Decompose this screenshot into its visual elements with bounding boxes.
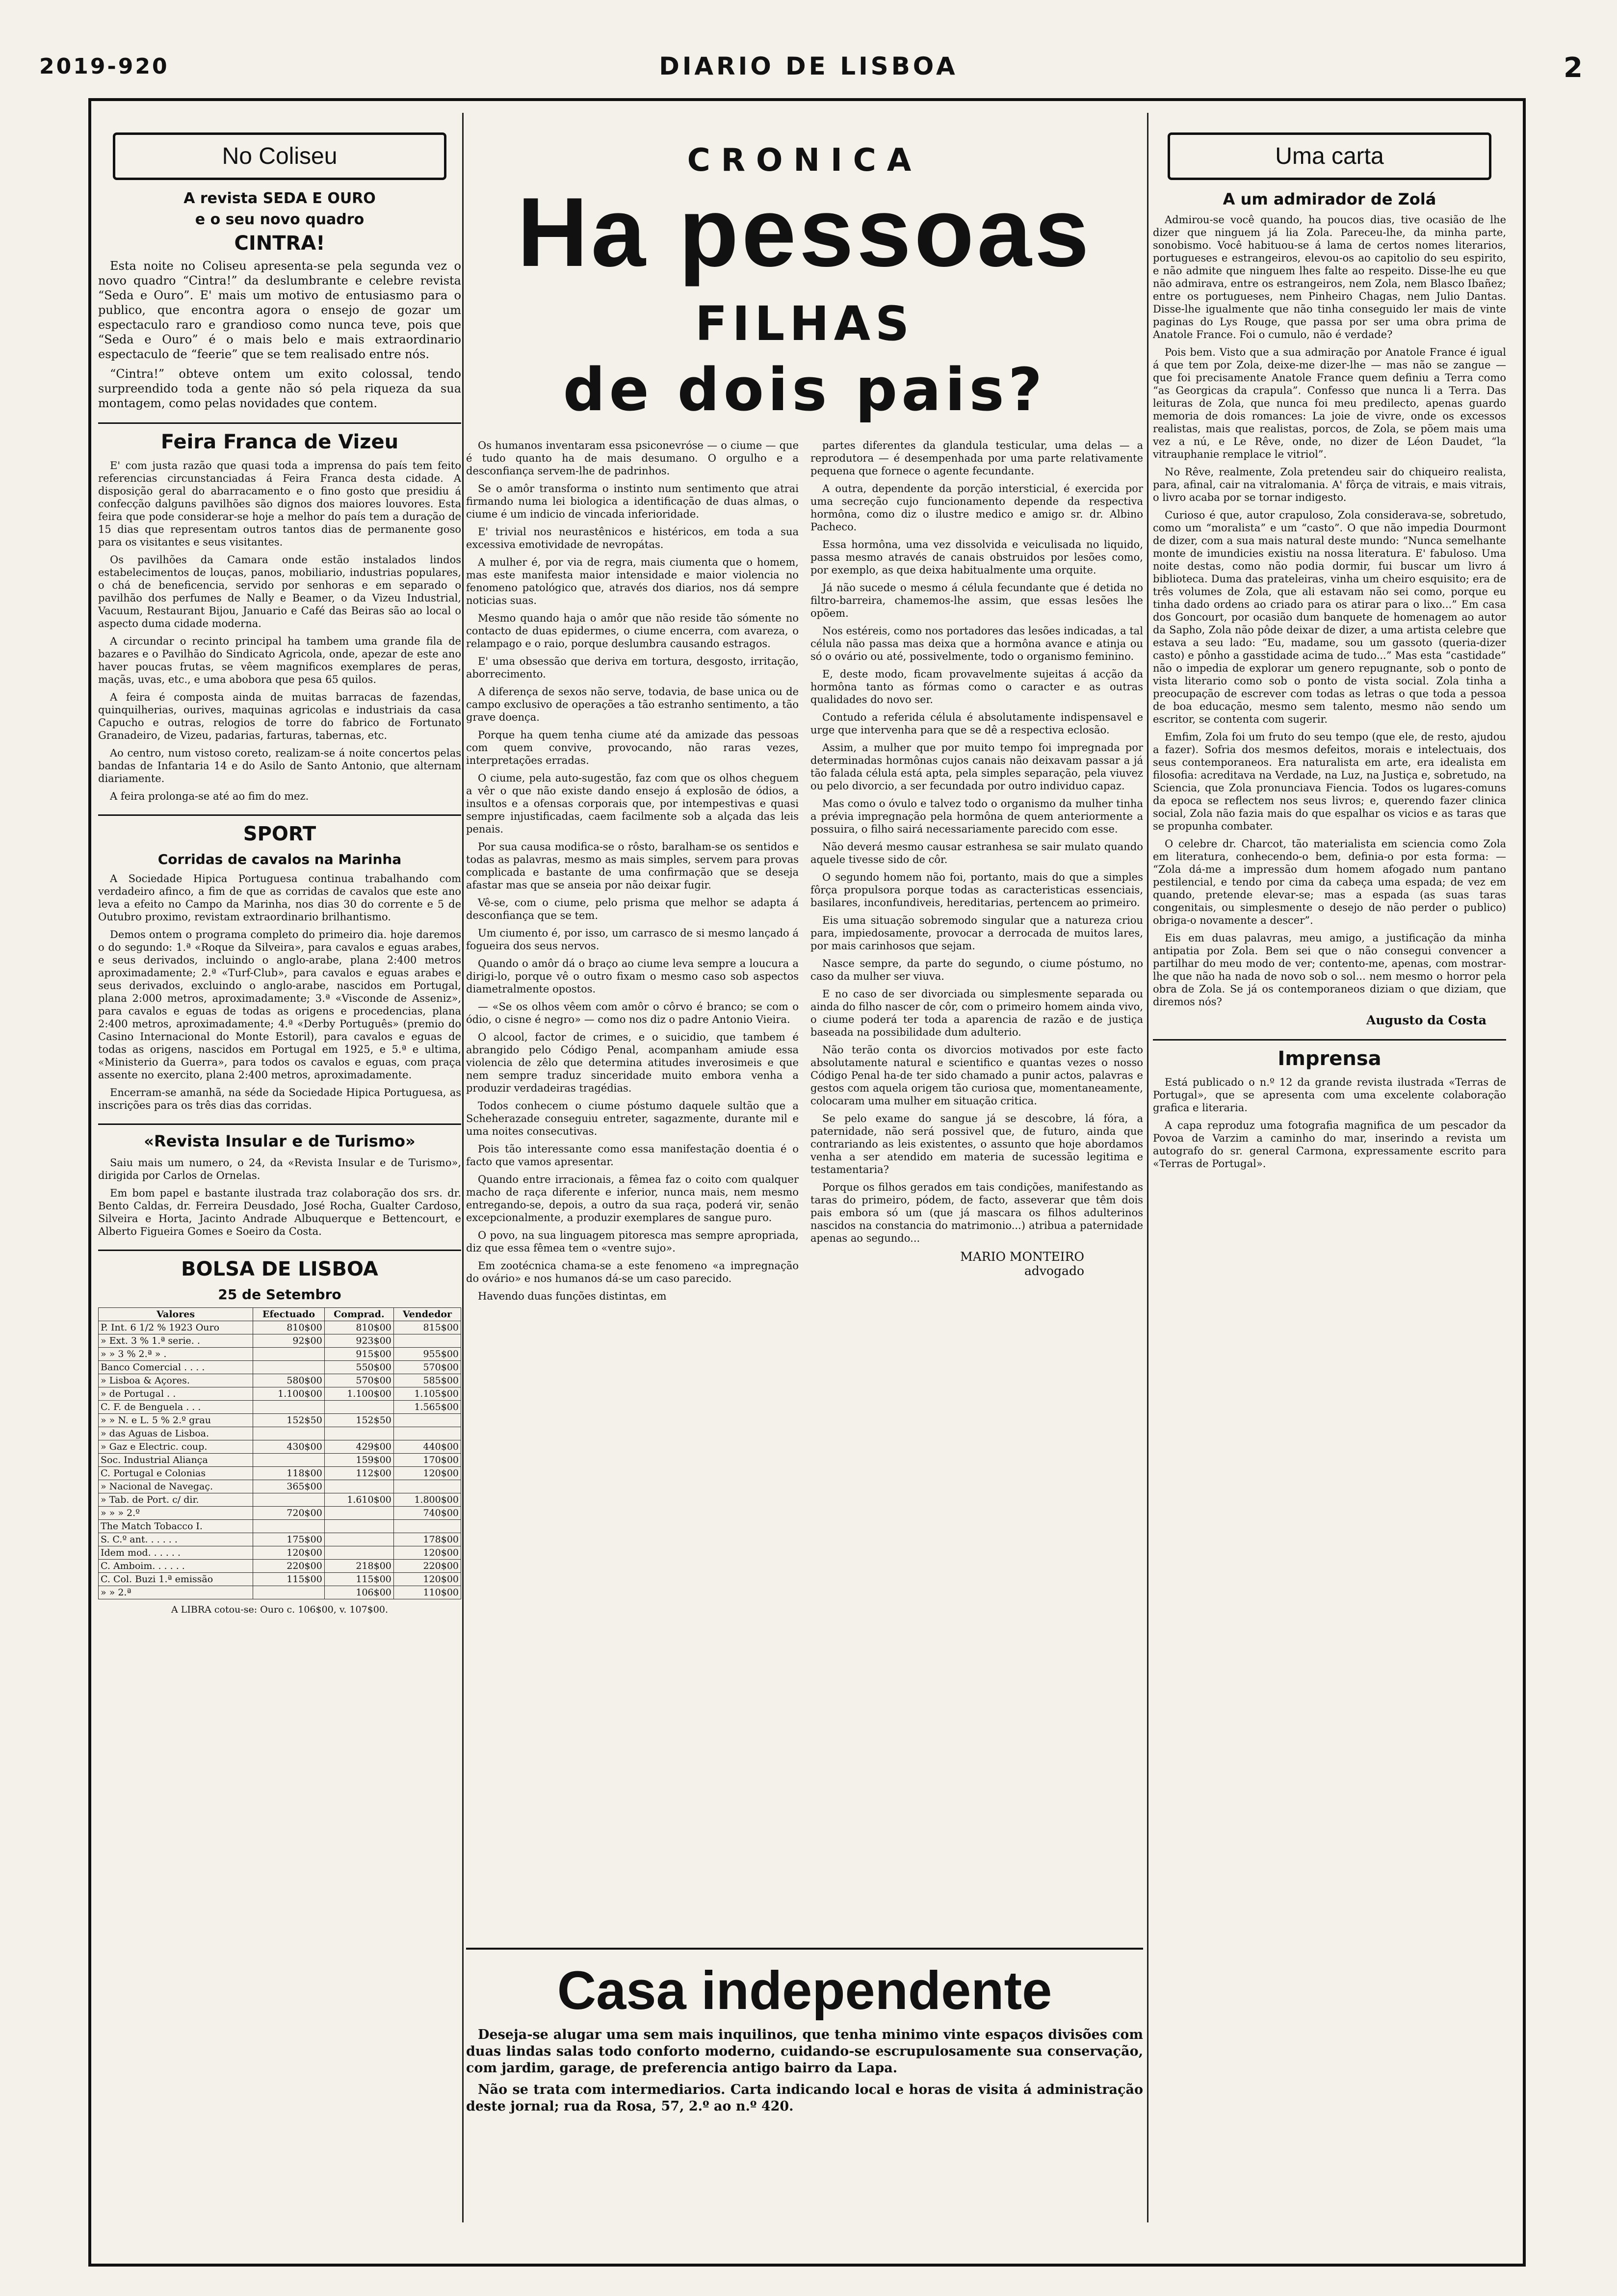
table-cell: 550$00 (324, 1361, 393, 1374)
article-paragraph: E, deste modo, ficam provavelmente sujeitas á acção da hormôna tanto as fórmas como o caracter e as outras qualidades do novo ser. (810, 668, 1143, 705)
table-cell: » Gaz e Electric. coup. (99, 1440, 253, 1454)
table-row (99, 1560, 461, 1573)
newspaper-title: DIARIO DE LISBOA (659, 52, 958, 80)
article-paragraph: Não terão conta os divorcios motivados por este facto absolutamente natural e scientifico e quantas vezes o nosso Código Penal ha-de ter sido chamado a punir actos, palavras e gestos com aquela origem tão curiosa que, momentaneamente, colocaram uma mulher em situação critica. (810, 1044, 1143, 1107)
coliseu-paragraph: “Cintra!” obteve ontem um exito colossal, tendo surpreendido toda a gente não só pela riqueza da sua montagem, como pelas novidades que contem. (98, 367, 461, 410)
bolsa-table (98, 1307, 461, 1599)
article-paragraph: Se o amôr transforma o instinto num sentimento que atrai firmando numa lei biologica a identificação de duas almas, o ciume é um indicio de vincada inferioridade. (466, 483, 799, 520)
table-header: Comprad. (324, 1308, 393, 1321)
bolsa-libra: A LIBRA cotou-se: Ouro c. 106$00, v. 107$00. (171, 1604, 388, 1615)
bolsa-title: BOLSA DE LISBOA (98, 1250, 461, 1280)
coliseu-title: No Coliseu (113, 132, 446, 180)
table-cell: 570$00 (324, 1374, 393, 1387)
table-cell: 1.100$00 (253, 1387, 325, 1401)
table-cell: 585$00 (393, 1374, 461, 1387)
author-role: advogado (1024, 1264, 1084, 1278)
table-cell: 112$00 (324, 1467, 393, 1480)
table-cell: » » 3 % 2.ª » . (99, 1348, 253, 1361)
table-row (99, 1533, 461, 1546)
table-cell: 740$00 (393, 1507, 461, 1520)
table-cell: 1.565$00 (393, 1401, 461, 1414)
article-paragraph: Porque ha quem tenha ciume até da amizade das pessoas com quem convive, provocando, não raras vezes, interpretações erradas. (466, 729, 799, 766)
ad-title: Casa independente (557, 1960, 1052, 2021)
column-rule (462, 113, 464, 2222)
table-row (99, 1467, 461, 1480)
article-paragraph: Se pelo exame do sangue já se descobre, lá fóra, a paternidade, não será possivel que, de futuro, ainda que contrariando as leis existentes, o assunto que hoje abordamos venha a ser atendido em materia de sucessão legitima e testamentaria? (810, 1113, 1143, 1175)
article-paragraph: Porque os filhos gerados em tais condições, manifestando as taras do primeiro, pódem, de facto, asseverar que têm dois pais embora só um (que já mascara os filhos adulterinos nascidos na constancia do matrimonio...) atribua a paternidade apenas ao segundo... (810, 1181, 1143, 1244)
article-paragraph: Um ciumento é, por isso, um carrasco de si mesmo lançado á fogueira dos seus nervos. (466, 927, 799, 952)
table-cell: » de Portugal . . (99, 1387, 253, 1401)
table-cell: » Tab. de Port. c/ dir. (99, 1493, 253, 1507)
table-row (99, 1361, 461, 1374)
article-paragraph: Vê-se, com o ciume, pelo prisma que melhor se adapta á desconfiança que se tem. (466, 897, 799, 921)
table-cell: 120$00 (393, 1546, 461, 1560)
table-cell: 1.100$00 (324, 1387, 393, 1401)
middle-column (466, 113, 1143, 1307)
table-row (99, 1520, 461, 1533)
table-cell: C. Portugal e Colonias (99, 1467, 253, 1480)
article-paragraph: Mesmo quando haja o amôr que não reside tão sómente no contacto de duas epidermes, o ciume encerra, com avareza, o relampago e o raio, porque deslumbra causando estragos. (466, 612, 799, 650)
table-cell: 120$00 (253, 1546, 325, 1560)
coliseu-kicker: CINTRA! (234, 232, 325, 255)
table-cell: 570$00 (393, 1361, 461, 1374)
revista-paragraph: Saiu mais um numero, o 24, da «Revista Insular e de Turismo», dirigida por Carlos de Ornelas. (98, 1157, 461, 1181)
article-paragraph: Quando entre irracionais, a fêmea faz o coito com qualquer macho de raça diferente e inferior, nunca mais, nem mesmo entregando-se, depois, a outro da sua raça, poderá vir, senão excepcionalmente, a produzir exemplares de sangue puro. (466, 1174, 799, 1224)
article-paragraph: Assim, a mulher que por muito tempo foi impregnada por determinadas hormônas cujos canais não deixavam passar a já tão falada célula está apta, pela simples separação, pela viuvez ou pelo divorcio, a ser fecundada por outro individuo capaz. (810, 742, 1143, 792)
table-cell: 923$00 (324, 1334, 393, 1348)
revista-title: «Revista Insular e de Turismo» (98, 1123, 461, 1150)
sport-paragraph: Encerram-se amanhã, na séde da Sociedade Hipica Portuguesa, as inscrições para os três dias das corridas. (98, 1087, 461, 1111)
headline: Ha pessoas (517, 178, 1092, 287)
carta-paragraph: Curioso é que, autor crapuloso, Zola considerava-se, sobretudo, como um “moralista” e um “casto”. O que não impedia Dourmont de dizer, com a sua mais natural deste mundo: “Nunca semelhante monte de imundicies existiu na nossa literatura. E' fabuloso. Uma noite destas, como não podia dormir, fui buscar um livro á biblioteca. Duma das prateleiras, vinha um cheiro esquisito; era de três volumes de Zola, que ali estavam não sei como, porque eu tinha dado ordens ao criado para os atirar para o lixo...” Em casa dos Goncourt, por ocasião dum banquete de homenagem ao autor da Sapho, Zola não pôde deixar de dizer, a uma artista celebre que estava a seu lado: “Eu, madame, sou um gassoto (queria-dizer casto) e pônho a gasstidade acima de tudo...” Mas esta “castidade” não o impedia de explorar um genero repugnante, sob o ponto de vista literario como sob o ponto de vista social. Zola tinha a preocupação de escrever com todas as letras o que toda a pessoa de boa educação, mesmo sem talento, mesmo não sendo um escritor, se contenta com sugerir. (1153, 509, 1506, 725)
table-cell: » Ext. 3 % 1.ª serie. . (99, 1334, 253, 1348)
table-cell (324, 1507, 393, 1520)
table-cell (324, 1480, 393, 1493)
carta-subtitle: A um admirador de Zolá (1223, 190, 1436, 209)
table-cell: » das Aguas de Lisboa. (99, 1427, 253, 1440)
page-number: 2 (1564, 52, 1583, 84)
carta-author: Augusto da Costa (1366, 1013, 1487, 1027)
table-cell (393, 1520, 461, 1533)
imprensa-paragraph: Está publicado o n.º 12 da grande revista ilustrada «Terras de Portugal», que se apresenta com uma excelente colaboração grafica e literaria. (1153, 1076, 1506, 1114)
sport-title: SPORT (98, 814, 461, 845)
article-column-2 (810, 439, 1143, 1307)
table-cell: 152$50 (324, 1414, 393, 1427)
article-paragraph: — «Se os olhos vêem com amôr o côrvo é branco; se com o ódio, o cisne é negro» — como nos diz o padre Antonio Vieira. (466, 1001, 799, 1025)
carta-paragraph: Pois bem. Visto que a sua admiração por Anatole France é igual á que tem por Zola, deixe-me dizer-lhe — mas não se zangue — que foi precisamente Anatole France quem definiu a Terra como “as Georgicas da crapula”. Confesso que nunca li a Terra. Das leituras de Zola, que nunca foi meu predilecto, apenas guardo memoria de dois romances: La joie de vivre, onde os excessos realistas, mais que realistas, porcos, de Zola, se põem mais uma vez a nú, e Le Rêve, onde, no dizer de Léon Daudet, “la vitrauphanie remplace le vitriol”. (1153, 346, 1506, 460)
table-cell: 152$50 (253, 1414, 325, 1427)
article-paragraph: E' trivial nos neurastênicos e histéricos, em toda a sua excessiva emotividade de nevropátas. (466, 526, 799, 550)
headline-third: de dois pais? (563, 356, 1046, 424)
article-paragraph: Eis uma situação sobremodo singular que a natureza criou para, impiedosamente, provocar a derrocada de muitos lares, por mais carinhosos que sejam. (810, 914, 1143, 952)
table-row (99, 1348, 461, 1361)
table-cell: » Lisboa & Açores. (99, 1374, 253, 1387)
table-row (99, 1374, 461, 1387)
table-cell (253, 1454, 325, 1467)
carta-paragraph: O celebre dr. Charcot, tão materialista em sciencia como Zola em literatura, conhecendo-o bem, definia-o por esta forma: — “Zola dá-me a impressão dum homem afogado num pantano pestilencial, e tendo por cima da cabeça uma espada; de vez em quando, pretende elevar-se; mas a espada (as suas taras congenitais, ou simplesmente o desejo de não perder o publico) obriga-o novamente a descer”. (1153, 838, 1506, 926)
table-cell: P. Int. 6 1/2 % 1923 Ouro (99, 1321, 253, 1334)
table-cell: 120$00 (393, 1467, 461, 1480)
table-cell: 430$00 (253, 1440, 325, 1454)
coliseu-kicker: A revista SEDA E OURO (183, 190, 376, 207)
table-cell (324, 1401, 393, 1414)
table-header: Vendedor (393, 1308, 461, 1321)
table-cell (253, 1427, 325, 1440)
table-row (99, 1586, 461, 1599)
article-paragraph: Nasce sempre, da parte do segundo, o ciume póstumo, no caso da mulher ser viuva. (810, 958, 1143, 982)
feira-paragraph: Os pavilhões da Camara onde estão instalados lindos estabelecimentos de louças, panos, mobiliario, industrias populares, o chá de beneficencia, servido por senhoras e em separado o pavilhão dos perfumes de Nally e Beamer, o da Vizeu Industrial, Vacuum, Restaurant Bijou, Januario e Café das Beiras são ao local o aspecto duma cidade moderna. (98, 554, 461, 629)
author-name: MARIO MONTEIRO (960, 1250, 1084, 1264)
article-paragraph: E' uma obsessão que deriva em tortura, desgosto, irritação, aborrecimento. (466, 655, 799, 680)
table-cell: 815$00 (393, 1321, 461, 1334)
article-paragraph: O ciume, pela auto-sugestão, faz com que os olhos cheguem a vêr o que não existe dando ensejo á explosão de ódios, a insultos e a ofensas corporais que, por intempestivas e quasi sempre injustificadas, caem facilmente sob a alçada das leis penais. (466, 772, 799, 835)
article-paragraph: partes diferentes da glandula testicular, uma delas — a reprodutora — é desempenhada por uma parte relativamente pequena que fornece o agente fecundante. (810, 440, 1143, 477)
table-cell: 115$00 (324, 1573, 393, 1586)
column-rule (1147, 113, 1148, 2222)
table-row (99, 1573, 461, 1586)
table-cell: 170$00 (393, 1454, 461, 1467)
table-cell: 580$00 (253, 1374, 325, 1387)
table-cell: 175$00 (253, 1533, 325, 1546)
carta-paragraph: Emfim, Zola foi um fruto do seu tempo (que ele, de resto, ajudou a fazer). Sofria dos mesmos defeitos, morais e intelectuais, dos seus contemporaneos. Era naturalista em arte, era idealista em filosofia: acreditava na Verdade, na Luz, na Justiça e, sobretudo, na Sciencia, que Zola pronunciava Fiencia. Todos os lugares-comuns da epoca se reflectem nos seus livros; e, querendo fazer clinica social, Zola não fazia mais do que espalhar os vicios e as taras que se propunha combater. (1153, 731, 1506, 832)
table-cell: 810$00 (253, 1321, 325, 1334)
article-column-1 (466, 439, 799, 1307)
table-row (99, 1334, 461, 1348)
table-cell: 429$00 (324, 1440, 393, 1454)
table-cell: The Match Tobacco I. (99, 1520, 253, 1533)
table-cell (253, 1348, 325, 1361)
sport-paragraph: A Sociedade Hipica Portuguesa continua trabalhando com verdadeiro afinco, a fim de que as corridas de cavalos que este ano leva a efeito no Campo da Marinha, nos dias 30 do corrente e 5 de Outubro proximo, revistam extraordinario brilhantismo. (98, 873, 461, 923)
right-column (1153, 113, 1506, 1175)
table-cell: 218$00 (324, 1560, 393, 1573)
table-cell: 720$00 (253, 1507, 325, 1520)
table-cell (253, 1401, 325, 1414)
table-cell (324, 1533, 393, 1546)
imprensa-title: Imprensa (1153, 1039, 1506, 1070)
masthead (29, 49, 1588, 88)
carta-title: Uma carta (1168, 132, 1491, 180)
table-cell: 915$00 (324, 1348, 393, 1361)
ad-paragraph: Deseja-se alugar uma sem mais inquilinos, que tenha minimo vinte espaços divisões com duas lindas salas todo conforto moderno, cuidando-se escrupulosamente sua conservação, com jardim, garage, de preferencia antigo bairro da Lapa. (466, 2027, 1143, 2076)
section-label: CRONICA (687, 142, 922, 179)
table-cell (393, 1480, 461, 1493)
table-cell: C. F. de Benguela . . . (99, 1401, 253, 1414)
table-row (99, 1414, 461, 1427)
coliseu-paragraph: Esta noite no Coliseu apresenta-se pela segunda vez o novo quadro “Cintra!” da deslumbrante e celebre revista “Seda e Ouro”. E' mais um motivo de entusiasmo para o publico, que encontra agora o ensejo de gozar um espectaculo raro e grandioso como nunca teve, pois que “Seda e Ouro” é o mais belo e mais extraordinario espectaculo de “feerie” que se tem realisado entre nós. (98, 259, 461, 361)
bolsa-date: 25 de Setembro (218, 1286, 341, 1303)
table-row (99, 1493, 461, 1507)
table-row (99, 1440, 461, 1454)
table-header: Efectuado (253, 1308, 325, 1321)
table-cell: 220$00 (393, 1560, 461, 1573)
article-paragraph: Não deverá mesmo causar estranhesa se sair mulato quando aquele tivesse sido de côr. (810, 841, 1143, 865)
article-paragraph: Os humanos inventaram essa psiconevróse — o ciume — que é tudo quanto ha de mais desumano. O orgulho e a desconfiança servem-lhe de padrinhos. (466, 440, 799, 477)
table-cell: 955$00 (393, 1348, 461, 1361)
table-cell: C. Amboim. . . . . . (99, 1560, 253, 1573)
table-row (99, 1507, 461, 1520)
table-cell: Soc. Industrial Aliança (99, 1454, 253, 1467)
ad-paragraph: Não se trata com intermediarios. Carta indicando local e horas de visita á administração deste jornal; rua da Rosa, 57, 2.º ao n.º 420. (466, 2082, 1143, 2114)
classified-ad (466, 1948, 1143, 2120)
table-cell (324, 1427, 393, 1440)
article-paragraph: Já não sucede o mesmo á célula fecundante que é detida no filtro-barreira, chamemos-lhe assim, que essas lesões lhe opõem. (810, 582, 1143, 619)
sport-paragraph: Demos ontem o programa completo do primeiro dia. hoje daremos o do segundo: 1.ª «Roque da Silveira», para cavalos e eguas arabes, e seus derivados, incluindo o anglo-arabe, plana 2:400 metros aproximadamente; 2.ª «Turf-Club», para cavalos e eguas arabes e seus derivados, excluindo o anglo-arabe, nascidos em Portugal, plana 2:000 metros, aproximadamente; 3.ª «Visconde de Asseniz», para cavalos e eguas de todas as origens e procedencias, plana 2:400 metros, aproximadamente; 4.ª «Derby Português» (premio do Casino Internacional do Monte Estoril), para cavalos e eguas de todas as origens, nascidos em Portugal em 1925, e 5.ª e ultima, «Ministerio da Guerra», para todos os cavalos e eguas, com praça assente no exercito, plana 2:400 metros, aproximadamente. (98, 929, 461, 1081)
table-row (99, 1427, 461, 1440)
table-cell: 1.800$00 (393, 1493, 461, 1507)
table-cell: » » N. e L. 5 % 2.º grau (99, 1414, 253, 1427)
carta-paragraph: Admirou-se você quando, ha poucos dias, tive ocasião de lhe dizer que ninguem já lia Zola. Pareceu-lhe, da minha parte, sonobismo. Você habituou-se á lama de certos nomes literarios, portugueses e estrangeiros, elevou-os ao capitolio do seu espirito, e não admite que ninguem lhes falte ao respeito. Disse-lhe eu que não admirava, entre os estrangeiros, nem Zola, nem Blasco Ibañez; entre os portugueses, nem Pinheiro Chagas, nem Julio Dantas. Disse-lhe igualmente que não tinha conseguido ler mais de vinte paginas do Lys Rouge, que passa por ser uma obra prima de Anatole France. Foi o cumulo, não é verdade? (1153, 214, 1506, 340)
sport-subtitle: Corridas de cavalos na Marinha (157, 851, 402, 867)
table-cell: » Nacional de Navegaç. (99, 1480, 253, 1493)
article-paragraph: E no caso de ser divorciada ou simplesmente separada ou ainda do filho nascer de côr, com o primeiro homem ainda vivo, o ciume poderá ter toda a aparencia de razão e de justiça baseada na possibilidade dum adulterio. (810, 988, 1143, 1038)
table-row (99, 1454, 461, 1467)
article-paragraph: Havendo duas funções distintas, em (478, 1290, 667, 1302)
feira-paragraph: A feira prolonga-se até ao fim do mez. (110, 790, 309, 802)
table-cell (324, 1520, 393, 1533)
headline-second: FILHAS (695, 296, 914, 351)
table-row (99, 1401, 461, 1414)
carta-paragraph: No Rêve, realmente, Zola pretendeu sair do chiqueiro realista, para, afinal, cair na vitralomania. A' fôrça de vitrais, e mais vitrais, o livro acaba por se tornar indigesto. (1153, 466, 1506, 503)
article-paragraph: Pois tão interessante como essa manifestação doentia é o facto que vamos apresentar. (466, 1143, 799, 1168)
article-paragraph: Contudo a referida célula é absolutamente indispensavel e urge que intervenha para que se dê a respectiva eclosão. (810, 711, 1143, 736)
table-cell: 810$00 (324, 1321, 393, 1334)
article-paragraph: Todos conhecem o ciume póstumo daquele sultão que a Scheherazade conseguiu entreter, sagazmente, durante mil e uma noites consecutivas. (466, 1100, 799, 1137)
table-row (99, 1387, 461, 1401)
table-cell: Idem mod. . . . . . (99, 1546, 253, 1560)
feira-paragraph: A circundar o recinto principal ha tambem uma grande fila de bazares e o Pavilhão do Sindicato Agricola, onde, apezar de este ano haver poucas frutas, se vêem magnificos exemplares de peras, maçãs, uvas, etc., e uma abobora que pesa 65 quilos. (98, 635, 461, 685)
article-paragraph: A outra, dependente da porção intersticial, é exercida por uma secreção cujo funcionamento depende da respectiva hormôna, como diz o ilustre medico e amigo sr. dr. Albino Pacheco. (810, 483, 1143, 533)
table-cell: 178$00 (393, 1533, 461, 1546)
table-cell (253, 1520, 325, 1533)
feira-paragraph: E' com justa razão que quasi toda a imprensa do país tem feito referencias circunstanciadas á Feira Franca desta cidade. A disposição geral do abarracamento e o fino gosto que presidiu á confecção dalguns pavilhões são dignos dos maiores louvores. Esta feira que pode considerar-se hoje a melhor do país tem a duração de 15 dias que representam outros tantos dias de permanente goso para os visitantes e seus visitantes. (98, 460, 461, 548)
table-cell: » » » 2.º (99, 1507, 253, 1520)
table-cell: 118$00 (253, 1467, 325, 1480)
table-cell: 120$00 (393, 1573, 461, 1586)
revista-paragraph: Em bom papel e bastante ilustrada traz colaboração dos srs. dr. Bento Caldas, dr. Ferreira Deusdado, José Rocha, Gualter Cardoso, Silveira e Horta, Jacinto Andrade Albuquerque e Bettencourt, e Alberto Figueira Gomes e Soeiro da Costa. (98, 1187, 461, 1237)
issue-number: 2019-920 (39, 54, 169, 79)
article-paragraph: O segundo homem não foi, portanto, mais do que a simples fôrça propulsora porque todas as caracteristicas essenciais, basilares, inconfundiveis, hereditarias, pertencem ao primeiro. (810, 871, 1143, 909)
carta-paragraph: Eis em duas palavras, meu amigo, a justificação da minha antipatia por Zola. Bem sei que o não consegui convencer a partilhar do meu modo de ver; contento-me, apenas, com mostrar-lhe que não ha nada de novo sob o sol... nem mesmo o horror pela obra de Zola. Se já os contemporaneos diziam o que diziam, que diremos nós? (1153, 932, 1506, 1008)
feira-paragraph: Ao centro, num vistoso coreto, realizam-se á noite concertos pelas bandas de Infantaria 14 e do Asilo de Santo Antonio, que alternam diariamente. (98, 747, 461, 784)
table-cell: C. Col. Buzi 1.ª emissão (99, 1573, 253, 1586)
article-paragraph: Essa hormôna, uma vez dissolvida e veiculisada no liquido, passa mesmo através de canais obstruidos por lesões como, por exemplo, as que deixa habitualmente uma orquite. (810, 539, 1143, 576)
article-paragraph: Por sua causa modifica-se o rôsto, baralham-se os sentidos e todas as palavras, mesmo as mais simples, servem para provas complicada e bastante de uma confirmação que se deseja afastar mas que se anseia por não deixar fugir. (466, 841, 799, 891)
coliseu-kicker: e o seu novo quadro (195, 211, 365, 228)
article-paragraph: A diferença de sexos não serve, todavia, de base unica ou de campo exclusivo de operações a tão estranho sentimento, a tão grave doença. (466, 686, 799, 723)
table-cell (253, 1493, 325, 1507)
table-cell: 159$00 (324, 1454, 393, 1467)
table-cell: 110$00 (393, 1586, 461, 1599)
table-cell: S. C.º ant. . . . . . (99, 1533, 253, 1546)
table-header: Valores (99, 1308, 253, 1321)
article-paragraph: O alcool, factor de crimes, e o suicidio, que tambem é abrangido pelo Código Penal, acompanham amiude essa violencia de zêlo que determina atitudes inverosimeis e que nem sempre traduz sinceridade muito embora venha a produzir verdadeiras tragédias. (466, 1031, 799, 1094)
article-paragraph: Nos estéreis, como nos portadores das lesões indicadas, a tal célula não passa mas deixa que a hormôna avance e atinja ou só o ovário ou até, possivelmente, todo o organismo feminino. (810, 625, 1143, 662)
table-cell: 1.610$00 (324, 1493, 393, 1507)
table-cell: 1.105$00 (393, 1387, 461, 1401)
table-cell: 92$00 (253, 1334, 325, 1348)
feira-title: Feira Franca de Vizeu (98, 422, 461, 453)
table-row (99, 1321, 461, 1334)
article-paragraph: Quando o amôr dá o braço ao ciume leva sempre a loucura a dirigi-lo, porque vê o outro fixam o mesmo caso sob aspectos diametralmente opostos. (466, 958, 799, 995)
imprensa-paragraph: A capa reproduz uma fotografia magnifica de um pescador da Povoa de Varzim a caminho do mar, inserindo a revista um autografo do sr. general Carmona, expressamente escrito para «Terras de Portugal». (1153, 1120, 1506, 1170)
article-paragraph: O povo, na sua linguagem pitoresca mas sempre apropriada, diz que essa fêmea tem o «ventre sujo». (466, 1229, 799, 1254)
table-cell: » » 2.ª (99, 1586, 253, 1599)
table-cell: 220$00 (253, 1560, 325, 1573)
table-cell: Banco Comercial . . . . (99, 1361, 253, 1374)
feira-paragraph: A feira é composta ainda de muitas barracas de fazendas, quinquilherias, ourives, maquinas agricolas e industriais da casa Capucho e outras, relogios de torre do fabrico de Fortunato Granadeiro, de Vizeu, padarias, farturas, tabernas, etc. (98, 691, 461, 741)
article-paragraph: Em zootécnica chama-se a este fenomeno «a impregnação do ovário» e nos humanos dá-se um caso parecido. (466, 1260, 799, 1284)
table-cell (393, 1334, 461, 1348)
left-column (98, 113, 461, 1615)
table-cell: 365$00 (253, 1480, 325, 1493)
table-cell: 106$00 (324, 1586, 393, 1599)
table-cell (253, 1361, 325, 1374)
table-cell (393, 1427, 461, 1440)
article-paragraph: Mas como o óvulo e talvez todo o organismo da mulher tinha a prévia impregnação pela hormôna de quem anteriormente a possuira, o filho sairá necessariamente parecido com esse. (810, 798, 1143, 835)
article-paragraph: A mulher é, por via de regra, mais ciumenta que o homem, mas este manifesta maior intensidade e maior violencia no fenomeno patológico que, através dos diarios, nos dá sempre noticias suas. (466, 556, 799, 606)
table-cell (393, 1414, 461, 1427)
table-cell (253, 1586, 325, 1599)
table-row (99, 1480, 461, 1493)
table-row (99, 1546, 461, 1560)
table-cell: 115$00 (253, 1573, 325, 1586)
table-cell: 440$00 (393, 1440, 461, 1454)
table-cell (324, 1546, 393, 1560)
